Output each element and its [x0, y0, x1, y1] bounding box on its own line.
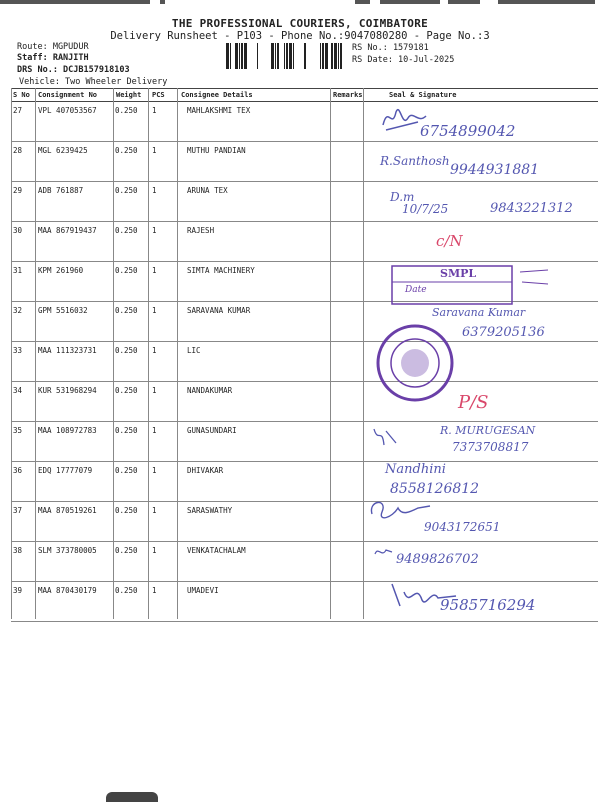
barcode-bar	[331, 43, 333, 69]
cell-consignment-no: MAA 870519261	[38, 506, 97, 515]
cell-sno: 35	[13, 426, 23, 435]
barcode-bar	[304, 43, 306, 69]
cell-sno: 38	[13, 546, 23, 555]
stamp-company-text: SMPL	[440, 267, 477, 280]
cell-sno: 27	[13, 106, 23, 115]
cell-weight: 0.250	[115, 586, 138, 595]
cell-consignment-no: ADB 761887	[38, 186, 84, 195]
column-divider	[177, 88, 178, 619]
cell-consignee: ARUNA TEX	[187, 186, 228, 195]
cell-consignee: DHIVAKAR	[187, 466, 224, 475]
barcode-bar	[340, 43, 342, 69]
barcode-bar	[286, 43, 288, 69]
handwriting-phone-29: 9843221312	[490, 201, 573, 216]
table-row	[11, 342, 598, 382]
cell-weight: 0.250	[115, 466, 138, 475]
cell-consignment-no: VPL 407053567	[38, 106, 97, 115]
table-row	[11, 462, 598, 502]
col-consignee: Consignee Details	[181, 91, 253, 99]
cell-consignee: MAHLAKSHMI TEX	[187, 106, 251, 115]
cell-weight: 0.250	[115, 226, 138, 235]
col-weight: Weight	[116, 91, 142, 99]
cell-sno: 36	[13, 466, 23, 475]
handwriting-phone-27: 6754899042	[420, 122, 516, 140]
cell-pcs: 1	[152, 586, 157, 595]
barcode-bar	[293, 43, 294, 69]
barcode-bar	[239, 43, 240, 69]
cell-consignment-no: KUR 531968294	[38, 386, 97, 395]
cell-pcs: 1	[152, 266, 157, 275]
cell-pcs: 1	[152, 346, 157, 355]
cell-pcs: 1	[152, 186, 157, 195]
column-divider	[113, 88, 114, 619]
vehicle-label: Vehicle: Two Wheeler Delivery	[19, 77, 168, 87]
cell-consignee: SARASWATHY	[187, 506, 233, 515]
col-consignment: Consignment No	[38, 91, 98, 99]
cell-weight: 0.250	[115, 426, 138, 435]
cell-sno: 32	[13, 306, 23, 315]
cell-sno: 39	[13, 586, 23, 595]
col-seal-signature: Seal & Signature	[389, 91, 457, 99]
cell-pcs: 1	[152, 386, 157, 395]
rs-date: RS Date: 10-Jul-2025	[352, 55, 455, 65]
cell-consignee: LIC	[187, 346, 201, 355]
barcode-bar	[277, 43, 279, 69]
cell-pcs: 1	[152, 506, 157, 515]
cell-sno: 29	[13, 186, 23, 195]
signature-row-38	[372, 544, 396, 560]
barcode-bar	[325, 43, 328, 69]
col-pcs: PCS	[152, 91, 165, 99]
page-title: THE PROFESSIONAL COURIERS, COIMBATORE	[171, 17, 429, 30]
cell-consignment-no: MAA 870430179	[38, 586, 97, 595]
handwriting-name-36: Nandhini	[385, 462, 446, 477]
cell-consignee: UMADEVI	[187, 586, 219, 595]
handwriting-name-35: R. MURUGESAN	[440, 424, 536, 437]
cell-weight: 0.250	[115, 386, 138, 395]
barcode-bar	[289, 43, 292, 69]
cell-sno: 33	[13, 346, 23, 355]
col-sno: S No	[13, 91, 30, 99]
route-label: Route: MGPUDUR	[17, 42, 89, 52]
cell-pcs: 1	[152, 306, 157, 315]
handwriting-phone-28: 9944931881	[450, 162, 540, 178]
column-divider	[148, 88, 149, 619]
cell-weight: 0.250	[115, 506, 138, 515]
table-row	[11, 502, 598, 542]
barcode-bar	[257, 43, 258, 69]
handwriting-remark-34: P/S	[458, 392, 489, 413]
cell-weight: 0.250	[115, 306, 138, 315]
barcode-bar	[322, 43, 324, 69]
signature-row-35	[370, 425, 400, 449]
cell-consignee: SIMTA MACHINERY	[187, 266, 255, 275]
handwriting-phone-37: 9043172651	[424, 520, 501, 534]
cell-consignment-no: MGL 6239425	[38, 146, 88, 155]
handwriting-name-32: Saravana Kumar	[432, 306, 526, 319]
cell-consignment-no: EDQ 17777079	[38, 466, 93, 475]
page-subtitle: Delivery Runsheet - P103 - Phone No.:9047080280 - Page No.:3	[110, 30, 490, 42]
cell-consignee: MUTHU PANDIAN	[187, 146, 246, 155]
table-row	[11, 382, 598, 422]
barcode-bar	[275, 43, 276, 69]
table-header	[11, 88, 598, 102]
handwriting-phone-36: 8558126812	[390, 481, 480, 497]
cell-consignee: NANDAKUMAR	[187, 386, 233, 395]
handwriting-remark-30: c/N	[436, 232, 463, 250]
barcode-bar	[235, 43, 238, 69]
barcode-bar	[334, 43, 337, 69]
barcode-bar	[244, 43, 247, 69]
cell-consignment-no: MAA 108972783	[38, 426, 97, 435]
cell-sno: 28	[13, 146, 23, 155]
handwriting-phone-38: 9489826702	[396, 552, 479, 567]
barcode-bar	[230, 43, 231, 69]
barcode-bar	[320, 43, 321, 69]
lic-round-stamp	[374, 322, 456, 404]
cell-pcs: 1	[152, 546, 157, 555]
handwriting-date-29: 10/7/25	[402, 202, 449, 216]
barcode-bar	[226, 43, 229, 69]
drs-label: DRS No.: DCJB157918103	[17, 65, 130, 75]
barcode-bar	[338, 43, 339, 69]
barcode-bar	[241, 43, 243, 69]
handwriting-phone-32: 6379205136	[462, 325, 545, 340]
cell-consignment-no: SLM 373780005	[38, 546, 97, 555]
handwriting-phone-35: 7373708817	[452, 440, 529, 454]
cell-pcs: 1	[152, 226, 157, 235]
col-remarks: Remarks	[333, 91, 363, 99]
cell-consignment-no: GPM 5516032	[38, 306, 88, 315]
cell-weight: 0.250	[115, 546, 138, 555]
cell-consignee: VENKATACHALAM	[187, 546, 246, 555]
stamp-date-label: Date	[405, 285, 427, 295]
column-divider	[363, 88, 364, 619]
handwriting-phone-39: 9585716294	[440, 596, 536, 614]
cell-sno: 30	[13, 226, 23, 235]
table-row	[11, 542, 598, 582]
cell-weight: 0.250	[115, 346, 138, 355]
column-divider	[11, 88, 12, 619]
staff-label: Staff: RANJITH	[17, 53, 89, 63]
handwriting-initial-29: D.m	[390, 190, 415, 204]
cell-weight: 0.250	[115, 266, 138, 275]
cell-sno: 34	[13, 386, 23, 395]
cell-consignment-no: MAA 111323731	[38, 346, 97, 355]
cell-consignee: SARAVANA KUMAR	[187, 306, 251, 315]
scan-edge-marks	[0, 0, 600, 10]
cell-sno: 31	[13, 266, 23, 275]
cell-pcs: 1	[152, 466, 157, 475]
cell-weight: 0.250	[115, 106, 138, 115]
cell-consignee: GUNASUNDARI	[187, 426, 237, 435]
cell-pcs: 1	[152, 106, 157, 115]
cell-pcs: 1	[152, 146, 157, 155]
cell-pcs: 1	[152, 426, 157, 435]
scan-artifact	[106, 792, 158, 802]
barcode-bar	[284, 43, 285, 69]
rs-number: RS No.: 1579181	[352, 43, 429, 53]
handwriting-name-28: R.Santhosh	[380, 154, 450, 168]
cell-consignee: RAJESH	[187, 226, 215, 235]
cell-consignment-no: KPM 261960	[38, 266, 84, 275]
cell-sno: 37	[13, 506, 23, 515]
column-divider	[330, 88, 331, 619]
table-row	[11, 222, 598, 262]
column-divider	[35, 88, 36, 619]
cell-consignment-no: MAA 867919437	[38, 226, 97, 235]
cell-weight: 0.250	[115, 146, 138, 155]
barcode-bar	[271, 43, 274, 69]
cell-weight: 0.250	[115, 186, 138, 195]
barcode	[226, 43, 344, 69]
